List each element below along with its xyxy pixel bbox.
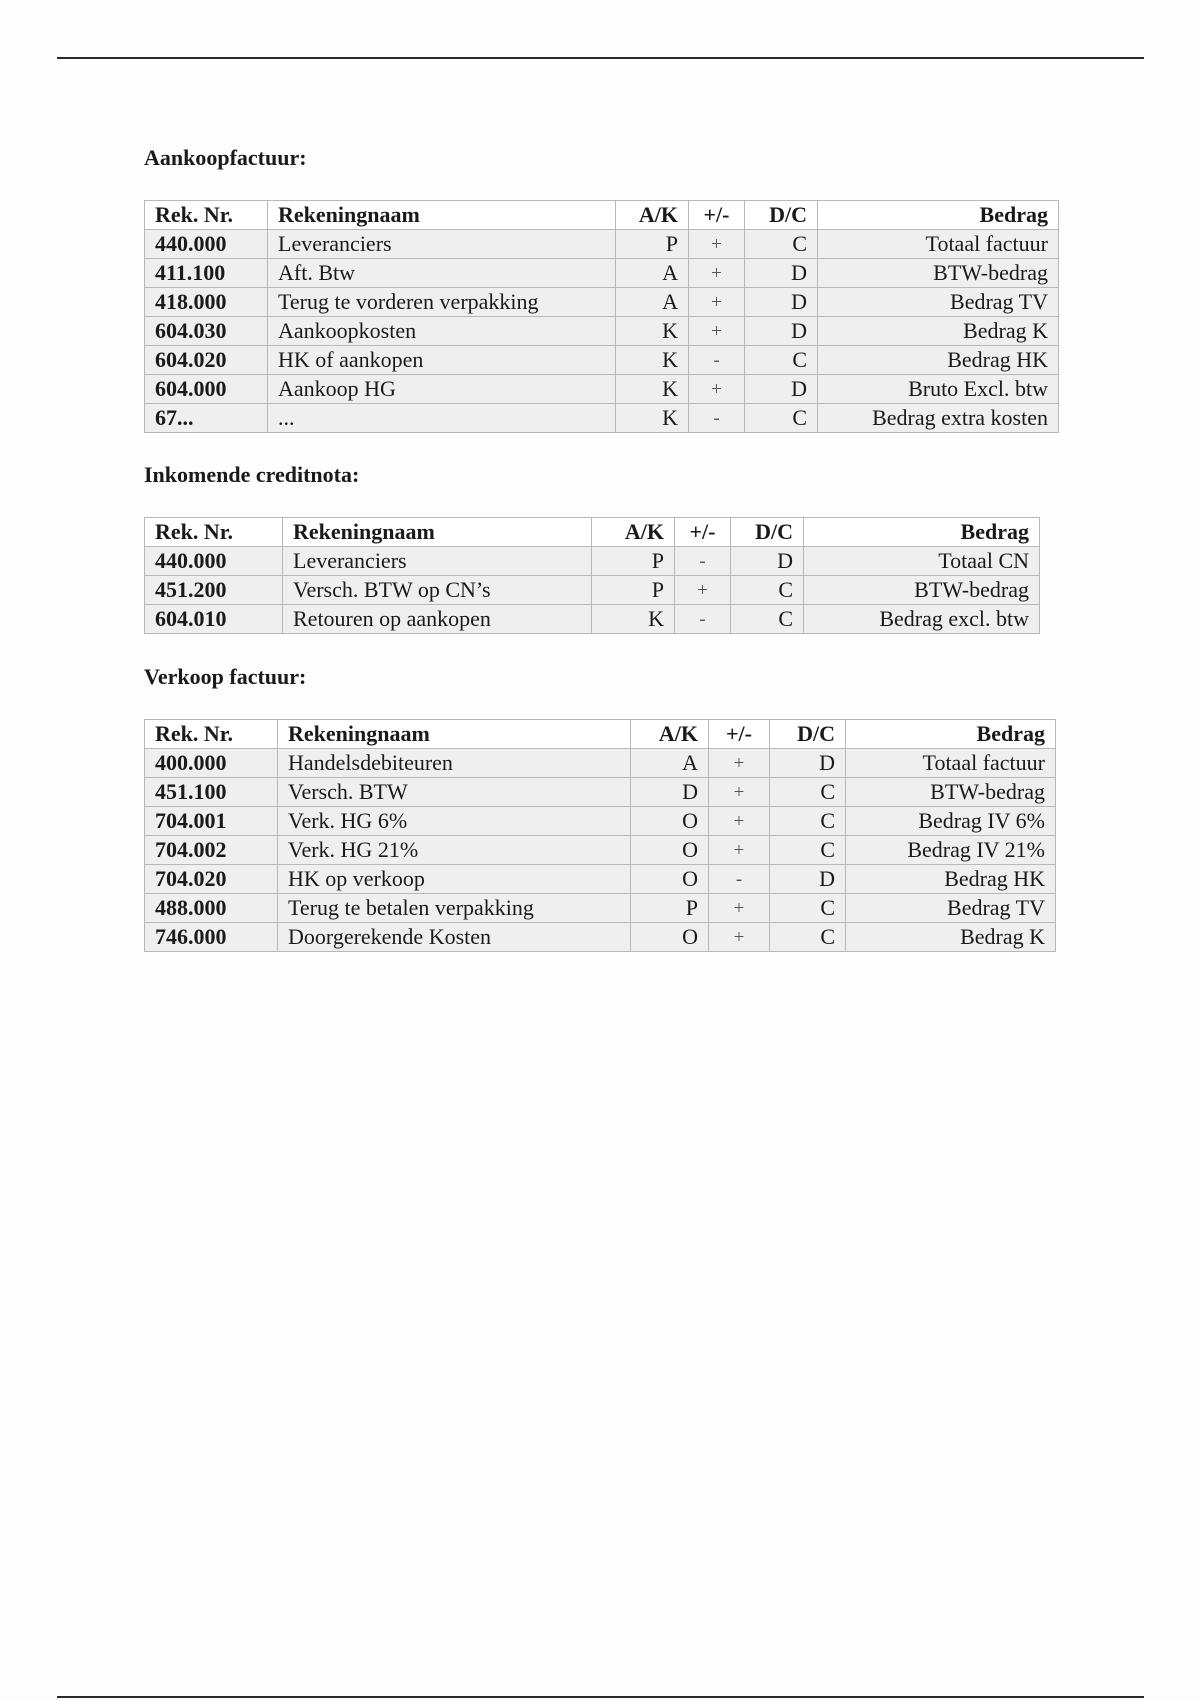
col-header-pm: +/- [675, 518, 731, 547]
table-row [145, 923, 1056, 952]
table-row [145, 749, 1056, 778]
cell-plus-minus: + [709, 836, 770, 865]
cell-account-name: Terug te betalen verpakking [278, 894, 631, 923]
cell-account-name: ... [268, 404, 616, 433]
table-row [145, 404, 1059, 433]
cell-plus-minus: + [675, 576, 731, 605]
cell-dc: C [770, 836, 846, 865]
cell-dc: C [745, 404, 818, 433]
table-verkoop-factuur [144, 719, 1056, 952]
col-header-bedrag: Bedrag [804, 518, 1040, 547]
col-header-nr: Rek. Nr. [145, 720, 278, 749]
cell-amount: BTW-bedrag [818, 259, 1059, 288]
cell-amount: Bedrag excl. btw [804, 605, 1040, 634]
cell-account-number: 704.001 [145, 807, 278, 836]
cell-account-name: Aft. Btw [268, 259, 616, 288]
table-row [145, 894, 1056, 923]
cell-account-name: Terug te vorderen verpakking [268, 288, 616, 317]
cell-amount: Totaal factuur [846, 749, 1056, 778]
col-header-name: Rekeningnaam [268, 201, 616, 230]
cell-dc: C [731, 576, 804, 605]
cell-account-name: HK op verkoop [278, 865, 631, 894]
cell-ak: O [631, 923, 709, 952]
cell-plus-minus: + [689, 288, 745, 317]
cell-account-number: 604.030 [145, 317, 268, 346]
cell-account-name: Versch. BTW [278, 778, 631, 807]
cell-ak: K [616, 317, 689, 346]
col-header-nr: Rek. Nr. [145, 518, 283, 547]
cell-plus-minus: + [689, 375, 745, 404]
cell-plus-minus: - [689, 404, 745, 433]
cell-ak: O [631, 807, 709, 836]
cell-amount: Bedrag K [818, 317, 1059, 346]
cell-amount: Bedrag TV [846, 894, 1056, 923]
table-header-row [145, 201, 1059, 230]
cell-amount: Bedrag IV 21% [846, 836, 1056, 865]
cell-amount: Bedrag K [846, 923, 1056, 952]
cell-ak: P [592, 576, 675, 605]
cell-ak: P [592, 547, 675, 576]
cell-dc: C [731, 605, 804, 634]
header-rule [57, 57, 1144, 59]
cell-ak: A [631, 749, 709, 778]
cell-amount: BTW-bedrag [846, 778, 1056, 807]
cell-account-name: HK of aankopen [268, 346, 616, 375]
cell-account-name: Doorgerekende Kosten [278, 923, 631, 952]
cell-dc: D [770, 749, 846, 778]
cell-account-number: 451.100 [145, 778, 278, 807]
table-row [145, 865, 1056, 894]
cell-account-name: Leveranciers [268, 230, 616, 259]
table-inkomende-creditnota [144, 517, 1040, 634]
cell-ak: O [631, 865, 709, 894]
cell-account-number: 451.200 [145, 576, 283, 605]
cell-account-number: 67... [145, 404, 268, 433]
table-row [145, 317, 1059, 346]
cell-account-name: Versch. BTW op CN’s [283, 576, 592, 605]
cell-plus-minus: - [709, 865, 770, 894]
cell-ak: K [616, 404, 689, 433]
cell-plus-minus: + [689, 259, 745, 288]
cell-account-name: Handelsdebiteuren [278, 749, 631, 778]
cell-dc: D [745, 317, 818, 346]
cell-dc: D [745, 375, 818, 404]
table-row [145, 576, 1040, 605]
cell-account-number: 440.000 [145, 547, 283, 576]
cell-plus-minus: - [675, 547, 731, 576]
col-header-pm: +/- [689, 201, 745, 230]
table-row [145, 375, 1059, 404]
table-row [145, 605, 1040, 634]
cell-plus-minus: - [689, 346, 745, 375]
cell-account-number: 440.000 [145, 230, 268, 259]
col-header-bedrag: Bedrag [818, 201, 1059, 230]
cell-amount: Bedrag HK [818, 346, 1059, 375]
cell-ak: A [616, 288, 689, 317]
table-row [145, 547, 1040, 576]
cell-ak: O [631, 836, 709, 865]
cell-account-number: 604.020 [145, 346, 268, 375]
table-row [145, 230, 1059, 259]
col-header-dc: D/C [745, 201, 818, 230]
cell-account-name: Aankoopkosten [268, 317, 616, 346]
cell-account-number: 418.000 [145, 288, 268, 317]
cell-plus-minus: - [675, 605, 731, 634]
cell-plus-minus: + [709, 778, 770, 807]
footer-rule [57, 1696, 1144, 1698]
cell-dc: D [745, 288, 818, 317]
cell-dc: C [770, 894, 846, 923]
cell-plus-minus: + [709, 749, 770, 778]
cell-account-name: Verk. HG 6% [278, 807, 631, 836]
col-header-pm: +/- [709, 720, 770, 749]
cell-dc: C [770, 778, 846, 807]
col-header-dc: D/C [731, 518, 804, 547]
cell-ak: K [616, 375, 689, 404]
col-header-name: Rekeningnaam [278, 720, 631, 749]
table-aankoopfactuur [144, 200, 1059, 433]
cell-account-number: 411.100 [145, 259, 268, 288]
cell-amount: Bedrag TV [818, 288, 1059, 317]
cell-plus-minus: + [689, 317, 745, 346]
cell-ak: P [631, 894, 709, 923]
cell-plus-minus: + [709, 894, 770, 923]
cell-account-number: 400.000 [145, 749, 278, 778]
cell-account-number: 746.000 [145, 923, 278, 952]
cell-plus-minus: + [689, 230, 745, 259]
col-header-ak: A/K [616, 201, 689, 230]
col-header-dc: D/C [770, 720, 846, 749]
cell-amount: Bedrag IV 6% [846, 807, 1056, 836]
table-row [145, 259, 1059, 288]
col-header-bedrag: Bedrag [846, 720, 1056, 749]
cell-dc: D [731, 547, 804, 576]
cell-amount: Bedrag HK [846, 865, 1056, 894]
cell-amount: Bruto Excl. btw [818, 375, 1059, 404]
cell-ak: D [631, 778, 709, 807]
table-row [145, 346, 1059, 375]
col-header-nr: Rek. Nr. [145, 201, 268, 230]
col-header-ak: A/K [631, 720, 709, 749]
cell-dc: C [770, 807, 846, 836]
cell-dc: D [745, 259, 818, 288]
cell-ak: A [616, 259, 689, 288]
cell-ak: K [616, 346, 689, 375]
table-row [145, 807, 1056, 836]
cell-account-number: 604.000 [145, 375, 268, 404]
cell-amount: Bedrag extra kosten [818, 404, 1059, 433]
cell-amount: Totaal CN [804, 547, 1040, 576]
cell-account-name: Aankoop HG [268, 375, 616, 404]
cell-account-name: Verk. HG 21% [278, 836, 631, 865]
col-header-name: Rekeningnaam [283, 518, 592, 547]
section-title-inkomende-creditnota: Inkomende creditnota: [144, 462, 360, 487]
table-row [145, 778, 1056, 807]
cell-account-number: 604.010 [145, 605, 283, 634]
cell-amount: Totaal factuur [818, 230, 1059, 259]
cell-plus-minus: + [709, 807, 770, 836]
cell-account-name: Retouren op aankopen [283, 605, 592, 634]
table-row [145, 836, 1056, 865]
table-row [145, 288, 1059, 317]
cell-account-number: 704.020 [145, 865, 278, 894]
col-header-ak: A/K [592, 518, 675, 547]
cell-dc: C [745, 346, 818, 375]
cell-account-number: 704.002 [145, 836, 278, 865]
cell-ak: K [592, 605, 675, 634]
cell-dc: C [770, 923, 846, 952]
table-header-row [145, 518, 1040, 547]
cell-dc: C [745, 230, 818, 259]
section-title-aankoopfactuur: Aankoopfactuur: [144, 145, 307, 170]
cell-account-name: Leveranciers [283, 547, 592, 576]
cell-ak: P [616, 230, 689, 259]
cell-plus-minus: + [709, 923, 770, 952]
cell-account-number: 488.000 [145, 894, 278, 923]
cell-amount: BTW-bedrag [804, 576, 1040, 605]
table-header-row [145, 720, 1056, 749]
cell-dc: D [770, 865, 846, 894]
section-title-verkoop-factuur: Verkoop factuur: [144, 664, 307, 689]
